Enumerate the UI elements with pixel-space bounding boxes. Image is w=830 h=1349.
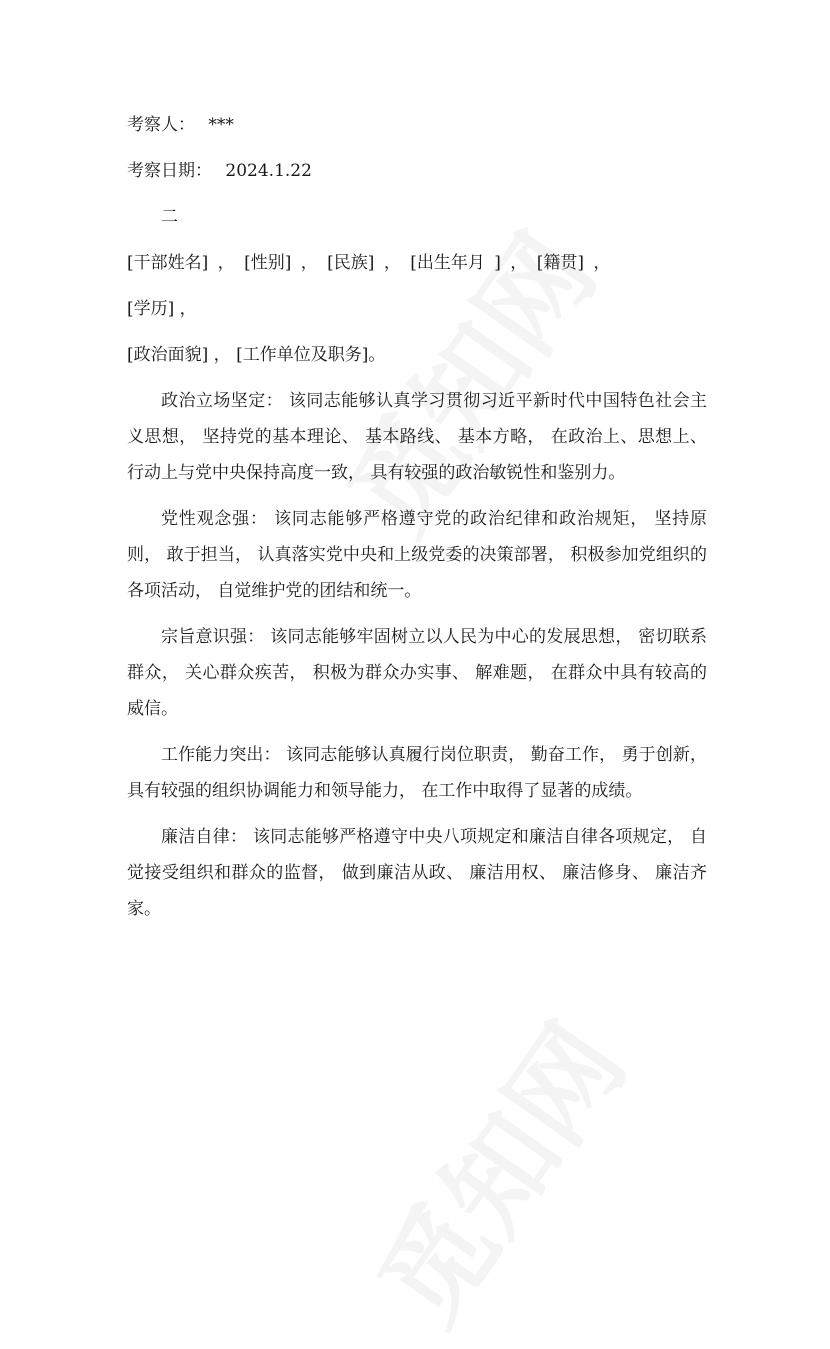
profile-line-1: [干部姓名] ， [性别] ， [民族] ， [出生年月 ] ， [籍贯] ， — [127, 253, 611, 273]
paragraph-lead: 工作能力突出： — [161, 745, 281, 765]
watermark-logo — [336, 989, 655, 1349]
paragraph-political-stance — [127, 383, 707, 491]
profile-line-3: [政治面貌] ， [工作单位及职务]。 — [127, 345, 386, 365]
document-body — [127, 107, 707, 937]
date-value: 2024.1.22 — [225, 161, 312, 181]
inspector-value: *** — [208, 115, 234, 135]
date-row — [127, 153, 707, 189]
paragraph-lead: 党性观念强： — [161, 509, 268, 529]
paragraph-lead: 政治立场坚定： — [161, 391, 284, 411]
profile-line-2: [学历] ， — [127, 299, 197, 319]
paragraph-text: 该同志能够认真履行岗位职责， 勤奋工作， 勇于创新， 具有较强的组织协调能力和领导能力， 在工作中取得了显著的成绩。 — [127, 745, 708, 801]
paragraph-work-ability — [127, 737, 707, 809]
inspector-label: 考察人： — [127, 115, 195, 135]
paragraph-lead: 廉洁自律： — [161, 827, 248, 847]
paragraph-party-spirit — [127, 501, 707, 609]
section-number: 二 — [161, 207, 178, 227]
paragraph-purpose-awareness — [127, 619, 707, 727]
paragraph-lead: 宗旨意识强： — [161, 627, 265, 647]
paragraph-integrity — [127, 819, 707, 927]
paragraph-text: 该同志能够严格遵守中央八项规定和廉洁自律各项规定， 自觉接受组织和群众的监督， 做到廉洁从政、 廉洁用权、 廉洁修身、 廉洁齐家。 — [127, 827, 708, 919]
inspector-row — [127, 107, 707, 143]
paragraph-text: 该同志能够认真学习贯彻习近平新时代中国特色社会主义思想， 坚持党的基本理论、 基本路线、 基本方略， 在政治上、思想上、 行动上与党中央保持高度一致， 具有较强的政治敏锐性和鉴别力。 — [127, 391, 708, 483]
date-label: 考察日期： — [127, 161, 212, 181]
paragraph-text: 该同志能够牢固树立以人民为中心的发展思想， 密切联系群众， 关心群众疾苦， 积极为群众办实事、 解难题， 在群众中具有较高的威信。 — [127, 627, 708, 719]
paragraph-text: 该同志能够严格遵守党的政治纪律和政治规矩， 坚持原则， 敢于担当， 认真落实党中央和上级党委的决策部署， 积极参加党组织的各项活动， 自觉维护党的团结和统一。 — [127, 509, 707, 601]
